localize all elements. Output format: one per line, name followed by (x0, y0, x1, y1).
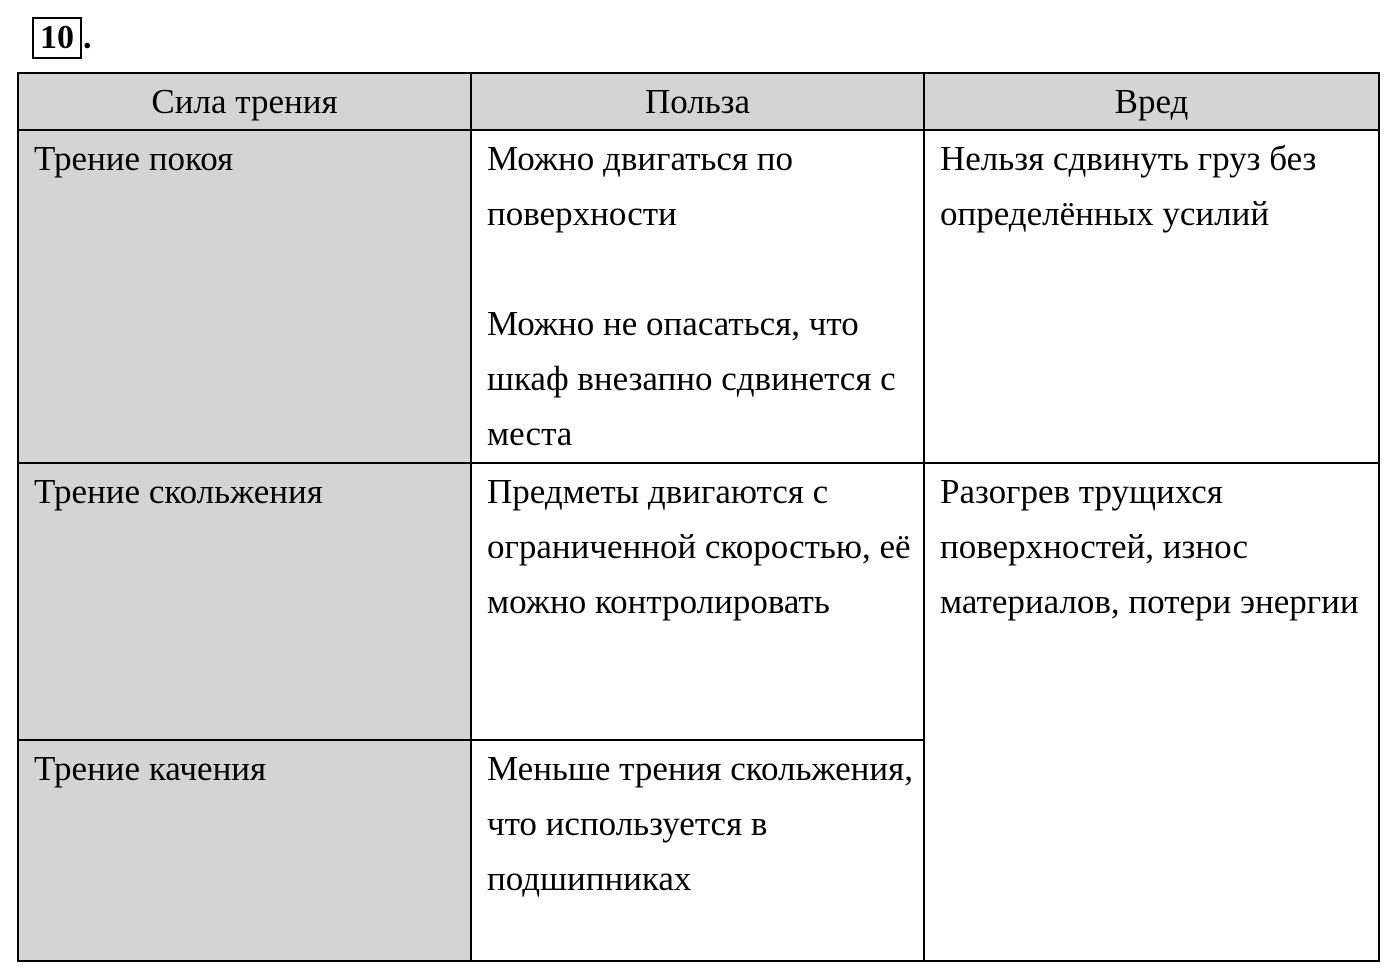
header-harm: Вред (924, 73, 1379, 130)
header-benefit: Польза (471, 73, 924, 130)
benefit-text: Меньше трения скольжения, что используется в подшипниках (487, 749, 913, 898)
paragraph-gap (487, 241, 913, 296)
cell-harm: Разогрев трущихся поверхностей, износ материалов, потери энергии (924, 463, 1379, 961)
cell-friction-type: Трение качения (18, 740, 471, 961)
cell-benefit (471, 463, 924, 740)
table-header-row (18, 73, 1379, 130)
task-number (32, 17, 92, 59)
friction-table (17, 72, 1380, 962)
cell-benefit (471, 130, 924, 463)
task-number-box: 10 (32, 17, 82, 59)
cell-friction-type: Трение покоя (18, 130, 471, 463)
header-force: Сила трения (18, 73, 471, 130)
table-row (18, 463, 1379, 740)
cell-harm: Нельзя сдвинуть груз без определённых усилий (924, 130, 1379, 463)
task-number-dot: . (83, 19, 92, 56)
cell-benefit (471, 740, 924, 961)
cell-friction-type: Трение скольжения (18, 463, 471, 740)
table-row (18, 130, 1379, 463)
benefit-text: Можно не опасаться, что шкаф внезапно сдвинется с места (487, 304, 896, 453)
benefit-text: Предметы двигаются с ограниченной скоростью, её можно контролировать (487, 472, 911, 621)
benefit-text: Можно двигаться по поверхности (487, 139, 793, 233)
